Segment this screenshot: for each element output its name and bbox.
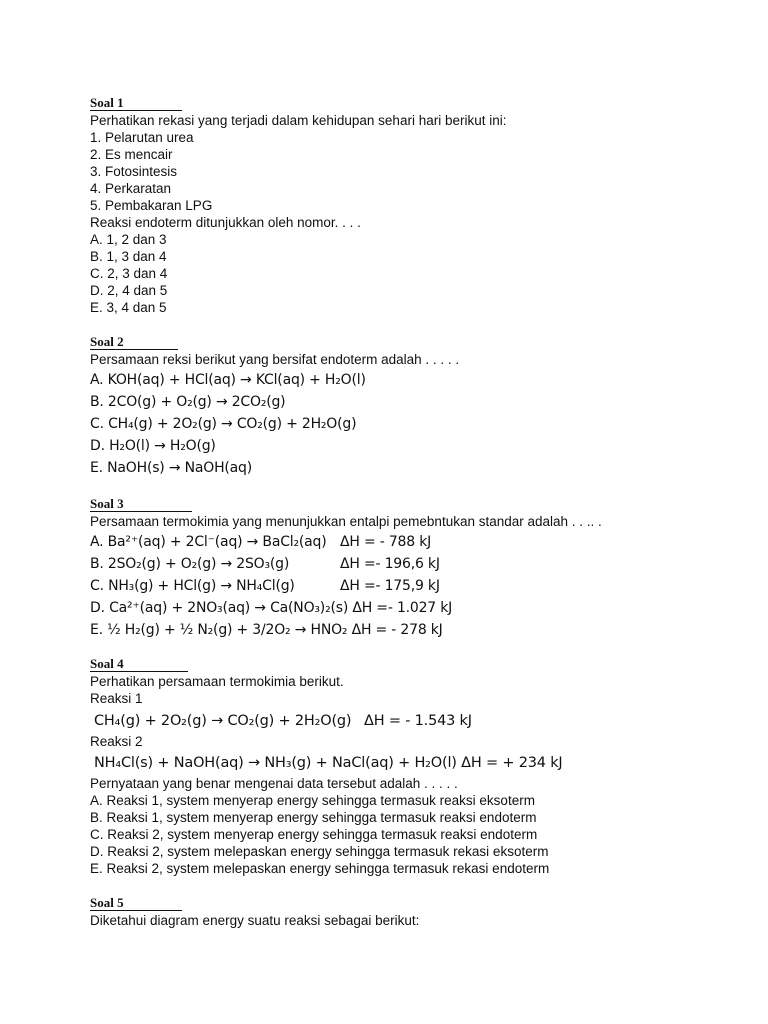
question-5-text: Diketahui diagram energy suatu reaksi sebagai berikut: (90, 913, 420, 928)
equation: CH₄(g) + 2O₂(g) → CO₂(g) + 2H₂O(g) (94, 713, 352, 729)
list-item: 5. Pembakaran LPG (90, 198, 213, 213)
answer-option: E. 3, 4 dan 5 (90, 300, 167, 315)
answer-option: B. 2CO(g) + O₂(g) → 2CO₂(g) (90, 394, 286, 410)
question-4-prompt: Pernyataan yang benar mengenai data tersebut adalah . . . . . (90, 776, 458, 791)
reaction-1-label: Reaksi 1 (90, 691, 143, 706)
list-item: 3. Fotosintesis (90, 164, 178, 179)
answer-option: E. Reaksi 2, system melepaskan energy sehingga termasuk rekasi endoterm (90, 861, 550, 876)
question-1-heading: Soal 1 (90, 96, 182, 111)
question-5-heading: Soal 5 (90, 896, 182, 911)
equation: E. ½ H₂(g) + ½ N₂(g) + 3/2O₂ → HNO₂ ΔH = - 278 kJ (90, 622, 443, 638)
answer-option: E. NaOH(s) → NaOH(aq) (90, 460, 252, 476)
question-2-text: Persamaan reksi berikut yang bersifat endoterm adalah . . . . . (90, 352, 460, 367)
equation: B. 2SO₂(g) + O₂(g) → 2SO₃(g) (90, 556, 290, 572)
answer-option: A. KOH(aq) + HCl(aq) → KCl(aq) + H₂O(l) (90, 372, 366, 388)
answer-option (90, 575, 730, 597)
question-4 (90, 655, 730, 877)
question-3-heading: Soal 3 (90, 497, 192, 512)
answer-option: C. Reaksi 2, system menyerap energy sehingga termasuk reaksi endoterm (90, 827, 538, 842)
enthalpy-value: ΔH =- 175,9 kJ (340, 578, 440, 594)
equation: A. Ba²⁺(aq) + 2Cl⁻(aq) → BaCl₂(aq) (90, 534, 327, 550)
question-4-text: Perhatikan persamaan termokimia berikut. (90, 674, 344, 689)
answer-option: B. Reaksi 1, system menyerap energy sehingga termasuk reaksi endoterm (90, 810, 537, 825)
answer-option: C. CH₄(g) + 2O₂(g) → CO₂(g) + 2H₂O(g) (90, 416, 357, 432)
question-3 (90, 495, 730, 641)
answer-option (90, 619, 730, 641)
answer-option: D. Reaksi 2, system melepaskan energy sehingga termasuk rekasi eksoterm (90, 844, 549, 859)
enthalpy-value: ΔH =- 196,6 kJ (340, 556, 440, 572)
answer-option: A. 1, 2 dan 3 (90, 232, 167, 247)
reaction-1 (90, 709, 730, 733)
question-1-prompt: Reaksi endoterm ditunjukkan oleh nomor. . . . (90, 215, 361, 230)
reaction-2: NH₄Cl(s) + NaOH(aq) → NH₃(g) + NaCl(aq) + H₂O(l) ΔH = + 234 kJ (94, 755, 563, 771)
answer-option: C. 2, 3 dan 4 (90, 266, 168, 281)
answer-option (90, 531, 730, 553)
answer-option (90, 553, 730, 575)
equation: C. NH₃(g) + HCl(g) → NH₄Cl(g) (90, 578, 295, 594)
question-3-text: Persamaan termokimia yang menunjukkan entalpi pemebntukan standar adalah . . .. . (90, 514, 602, 529)
question-1-text: Perhatikan rekasi yang terjadi dalam kehidupan sehari hari berikut ini: (90, 113, 507, 128)
question-1 (90, 94, 730, 316)
enthalpy-value: ΔH = - 788 kJ (340, 534, 432, 550)
answer-option: D. 2, 4 dan 5 (90, 283, 168, 298)
question-2 (90, 333, 730, 479)
question-4-heading: Soal 4 (90, 657, 188, 672)
equation: D. Ca²⁺(aq) + 2NO₃(aq) → Ca(NO₃)₂(s) ΔH =- 1.027 kJ (90, 600, 453, 616)
question-2-heading: Soal 2 (90, 335, 178, 350)
answer-option (90, 597, 730, 619)
question-5 (90, 894, 730, 929)
reaction-2-label: Reaksi 2 (90, 734, 143, 749)
answer-option: D. H₂O(l) → H₂O(g) (90, 438, 216, 454)
list-item: 1. Pelarutan urea (90, 130, 194, 145)
list-item: 2. Es mencair (90, 147, 173, 162)
answer-option: B. 1, 3 dan 4 (90, 249, 167, 264)
list-item: 4. Perkaratan (90, 181, 172, 196)
enthalpy-value: ΔH = - 1.543 kJ (364, 713, 472, 729)
answer-option: A. Reaksi 1, system menyerap energy sehingga termasuk reaksi eksoterm (90, 793, 535, 808)
